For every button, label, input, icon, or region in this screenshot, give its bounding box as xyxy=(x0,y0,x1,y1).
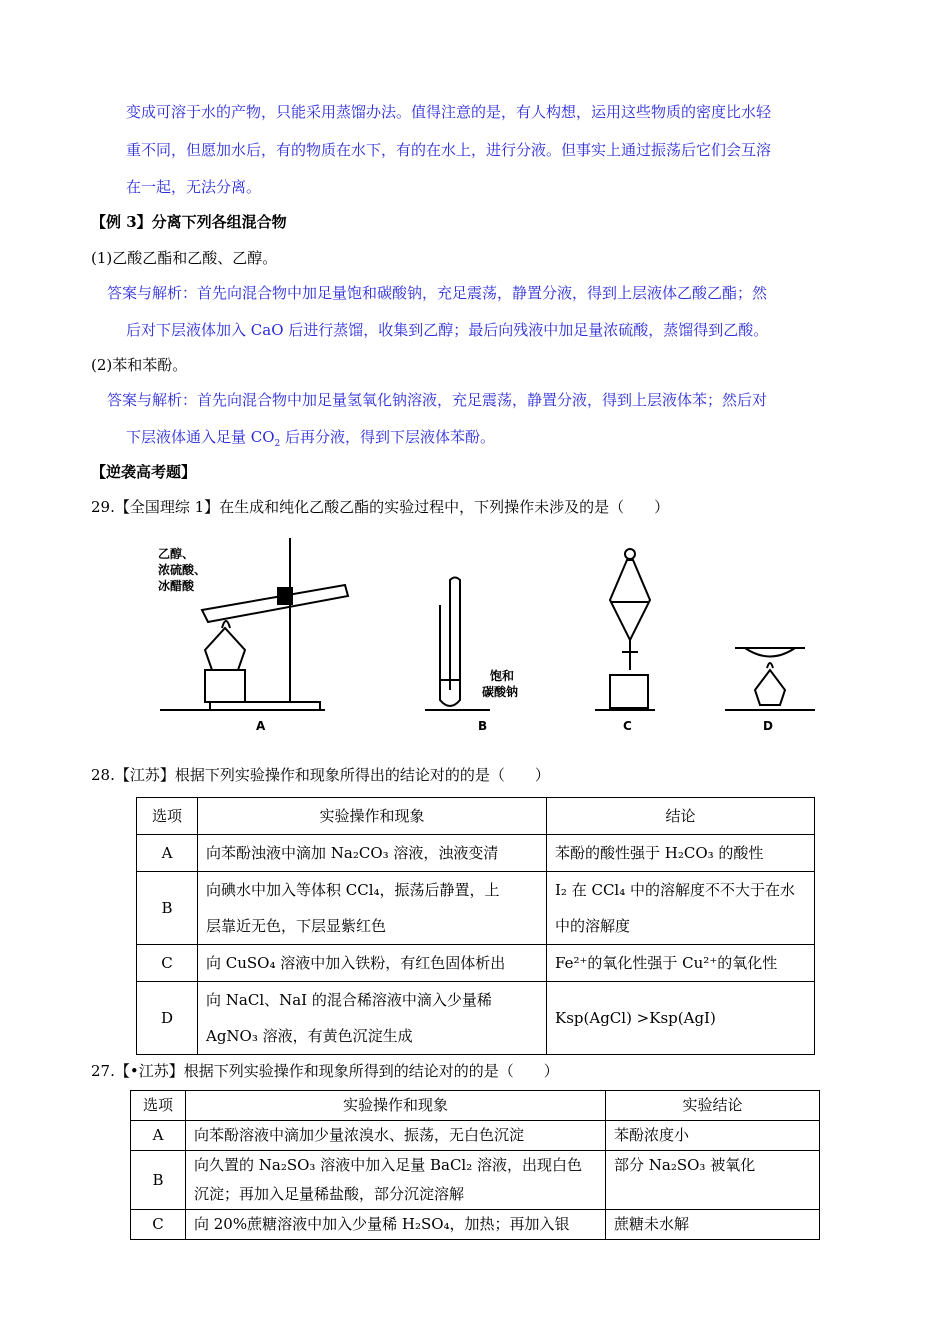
question-28-table xyxy=(136,797,815,1055)
row-operation: 向 NaCl、NaI 的混合稀溶液中滴入少量稀 AgNO₃ 溶液，有黄色沉淀生成 xyxy=(198,982,547,1055)
table-row xyxy=(131,1121,820,1151)
evaporating-dish xyxy=(745,648,795,657)
beaker-c xyxy=(610,675,648,708)
question-28-stem: 28.【江苏】根据下列实验操作和现象所得出的结论对的的是（ ） xyxy=(91,766,550,784)
clamp-a xyxy=(278,588,292,604)
header-operation: 实验操作和现象 xyxy=(186,1091,606,1121)
row-option: C xyxy=(131,1210,186,1240)
row-option: D xyxy=(137,982,198,1055)
wire-gauze-support xyxy=(205,670,245,702)
burner-a xyxy=(205,628,245,670)
example-3-question-2: (2)苯和苯酚。 xyxy=(91,356,188,374)
row-conclusion: Ksp(AgCl) >Ksp(AgI) xyxy=(547,982,815,1055)
example-3-answer-2-line-2: 下层液体通入足量 $CO_2$ 后再分液，得到下层液体苯酚。 xyxy=(126,428,496,449)
table-row xyxy=(131,1210,820,1240)
table-row xyxy=(137,945,815,982)
row-operation: 向碘水中加入等体积 CCl₄，振荡后静置，上 层靠近无色，下层显紫红色 xyxy=(198,872,547,945)
row-conclusion: Fe²⁺的氧化性强于 Cu²⁺的氧化性 xyxy=(547,945,815,982)
row-conclusion: 苯酚的酸性强于 H₂CO₃ 的酸性 xyxy=(547,835,815,872)
row-operation: 向 CuSO₄ 溶液中加入铁粉，有红色固体析出 xyxy=(198,945,547,982)
intro-line-2: 重不同，但愿加水后，有的物质在水下，有的在水上，进行分液。但事实上通过振荡后它们会互溶 xyxy=(126,141,772,159)
table-header-row xyxy=(131,1091,820,1121)
figure-label-a: A xyxy=(256,719,266,733)
row-operation: 向 20%蔗糖溶液中加入少量稀 H₂SO₄，加热；再加入银 xyxy=(186,1210,606,1240)
header-operation: 实验操作和现象 xyxy=(198,798,547,835)
row-option: B xyxy=(137,872,198,945)
section-title: 【逆袭高考题】 xyxy=(91,463,197,481)
question-27-table xyxy=(130,1090,820,1240)
table-row xyxy=(131,1151,820,1210)
header-option: 选项 xyxy=(137,798,198,835)
table-header-row xyxy=(137,798,815,835)
row-conclusion: 部分 Na₂SO₃ 被氧化 xyxy=(606,1151,820,1210)
example-3-answer-2-line-1: 答案与解析：首先向混合物中加足量氢氧化钠溶液，充足震荡，静置分液，得到上层液体苯；然后对 xyxy=(107,391,768,409)
row-conclusion: I₂ 在 CCl₄ 中的溶解度不不大于在水 中的溶解度 xyxy=(547,872,815,945)
row-conclusion: 蔗糖未水解 xyxy=(606,1210,820,1240)
header-conclusion: 实验结论 xyxy=(606,1091,820,1121)
row-operation: 向久置的 Na₂SO₃ 溶液中加入足量 BaCl₂ 溶液，出现白色 沉淀；再加入足量稀盐酸，部分沉淀溶解 xyxy=(186,1151,606,1210)
example-3-answer-1-line-1: 答案与解析：首先向混合物中加足量饱和碳酸钠，充足震荡，静置分液，得到上层液体乙酸乙酯；然 xyxy=(107,284,768,302)
burner-d xyxy=(755,670,785,705)
table-row xyxy=(137,835,815,872)
example-3-question-1: (1)乙酸乙酯和乙酸、乙醇。 xyxy=(91,249,278,267)
figure-label-d: D xyxy=(763,719,773,733)
table-row xyxy=(137,982,815,1055)
row-option: B xyxy=(131,1151,186,1210)
stand-base xyxy=(210,702,320,710)
reagent-b-1: 饱和 xyxy=(490,669,515,683)
row-option: A xyxy=(137,835,198,872)
reagent-a-2: 浓硫酸、 xyxy=(158,563,207,577)
row-operation: 向苯酚溶液中滴加少量浓溴水、振荡，无白色沉淀 xyxy=(186,1121,606,1151)
funnel-stopper xyxy=(625,549,635,559)
example-3-answer-1-line-2: 后对下层液体加入 CaO 后进行蒸馏，收集到乙醇；最后向残液中加足量浓硫酸，蒸馏得到乙酸。 xyxy=(126,321,769,339)
row-conclusion: 苯酚浓度小 xyxy=(606,1121,820,1151)
table-row xyxy=(137,872,815,945)
row-operation: 向苯酚浊液中滴加 Na₂CO₃ 溶液，浊液变清 xyxy=(198,835,547,872)
question-29-stem: 29.【全国理综 1】在生成和纯化乙酸乙酯的实验过程中，下列操作未涉及的是（ ） xyxy=(91,498,670,516)
row-option: C xyxy=(137,945,198,982)
flame-d xyxy=(767,663,773,668)
separatory-funnel xyxy=(610,560,650,640)
intro-line-3: 在一起，无法分离。 xyxy=(126,178,262,196)
header-option: 选项 xyxy=(131,1091,186,1121)
intro-line-1: 变成可溶于水的产物，只能采用蒸馏办法。值得注意的是，有人构想，运用这些物质的密度比水轻 xyxy=(126,103,772,121)
apparatus-figure xyxy=(150,530,830,740)
reagent-a-1: 乙醇、 xyxy=(158,547,195,561)
test-tube-a xyxy=(202,585,348,622)
example-3-title: 【例 3】分离下列各组混合物 xyxy=(91,213,287,231)
question-27-stem: 27.【•江苏】根据下列实验操作和现象所得到的结论对的的是（ ） xyxy=(91,1062,559,1080)
flame-a xyxy=(222,621,230,628)
reagent-b-2: 碳酸钠 xyxy=(482,685,519,699)
delivery-tube-b xyxy=(450,578,460,691)
figure-label-c: C xyxy=(623,719,632,733)
header-conclusion: 结论 xyxy=(547,798,815,835)
figure-label-b: B xyxy=(478,719,488,733)
row-option: A xyxy=(131,1121,186,1151)
reagent-a-3: 冰醋酸 xyxy=(158,579,195,593)
